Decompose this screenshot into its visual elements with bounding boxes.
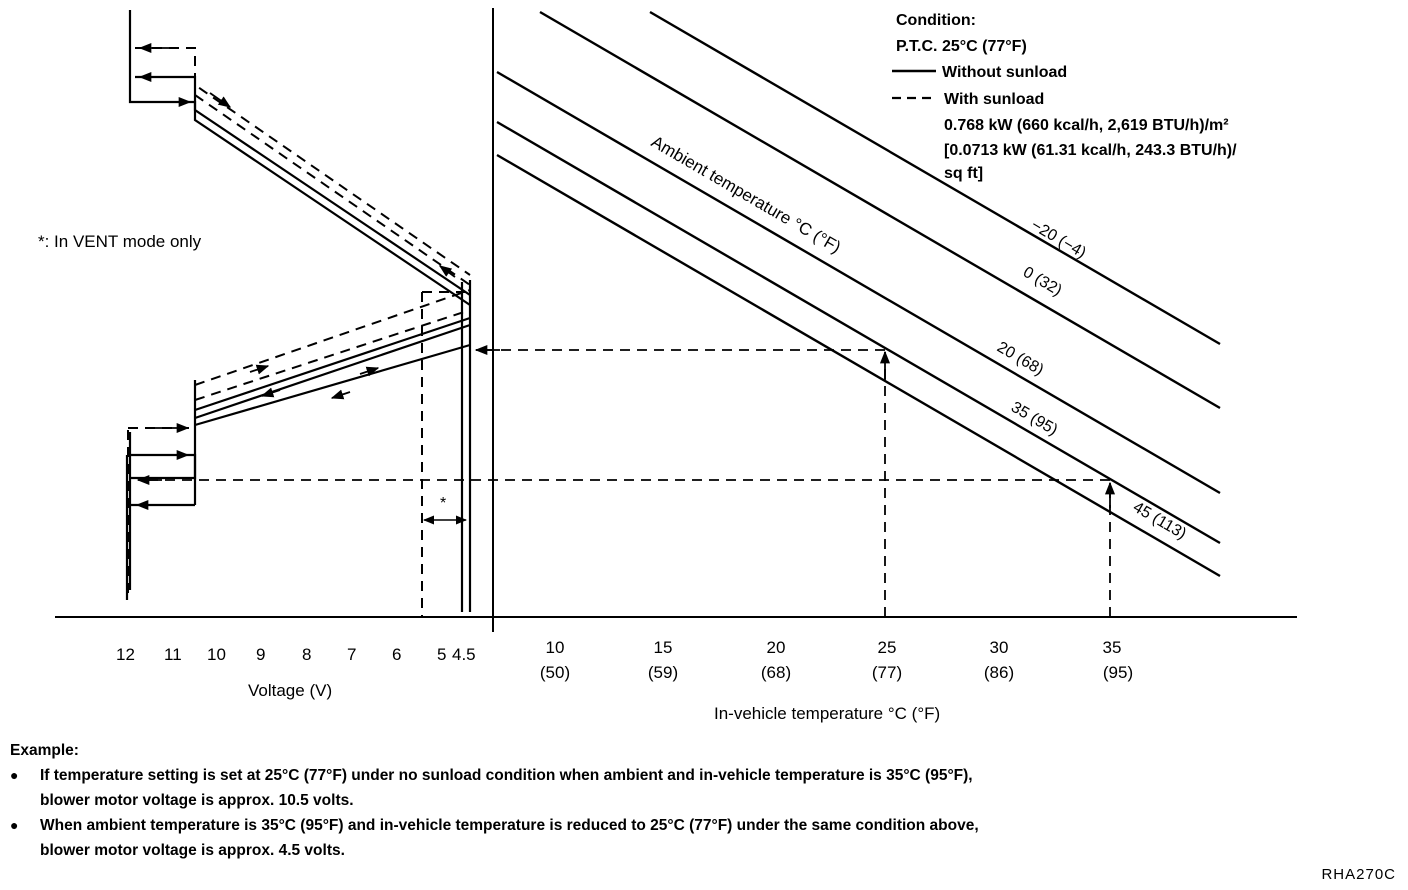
example-leaders — [140, 350, 1110, 617]
example-arrows — [138, 350, 1110, 508]
sunload-line2: [0.0713 kW (61.31 kcal/h, 243.3 BTU/h)/ — [944, 142, 1237, 159]
sunload-line1: 0.768 kW (660 kcal/h, 2,619 BTU/h)/m² — [944, 117, 1229, 134]
legend-solid-label: Without sunload — [942, 64, 1068, 81]
voltage-tick: 8 — [302, 645, 312, 664]
voltage-tick: 6 — [392, 645, 402, 664]
voltage-tick: 7 — [347, 645, 357, 664]
path-arrows — [137, 48, 455, 505]
temp-tick-c: 15 — [653, 638, 673, 657]
temp-tick-f: (59) — [647, 663, 679, 682]
temp-tick-f: (95) — [1102, 663, 1134, 682]
voltage-axis-ticks — [116, 645, 476, 664]
ambient-line-20 — [497, 72, 1220, 493]
reference-code: RHA270C — [1321, 866, 1396, 883]
sunload-line3: sq ft] — [944, 165, 984, 182]
voltage-tick: 10 — [207, 645, 226, 664]
temp-tick-f: (50) — [539, 663, 571, 682]
temp-tick-c: 20 — [766, 638, 786, 657]
example-item-line1: If temperature setting is set at 25°C (77°F) under no sunload condition when ambient and in-vehicle temperature is 35°C (95°F), — [40, 767, 973, 784]
ambient-lines — [497, 12, 1220, 576]
ambient-label: −20 (−4) — [1027, 216, 1089, 262]
example-item-line2: blower motor voltage is approx. 4.5 volts. — [40, 842, 345, 859]
condition-legend — [892, 12, 1237, 182]
temp-tick-c: 10 — [545, 638, 565, 657]
voltage-tick: 5 — [437, 645, 447, 664]
voltage-axis-title: Voltage (V) — [248, 681, 333, 700]
voltage-curves-dashed — [128, 48, 470, 617]
bullet-icon: ● — [10, 767, 19, 783]
legend-dashed-label: With sunload — [944, 91, 1045, 108]
vent-note: *: In VENT mode only — [38, 232, 202, 251]
temp-tick-f: (68) — [760, 663, 792, 682]
ambient-line-45 — [497, 155, 1220, 576]
temp-axis-ticks — [540, 638, 1133, 682]
temp-axis-title: In-vehicle temperature °C (°F) — [714, 704, 941, 723]
voltage-tick: 9 — [256, 645, 266, 664]
example-notes — [10, 738, 1400, 863]
ambient-label: 45 (113) — [1129, 498, 1190, 543]
ambient-line-0 — [540, 12, 1220, 408]
voltage-tick: 12 — [116, 645, 135, 664]
example-heading: Example: — [10, 742, 79, 759]
voltage-tick: 4.5 — [452, 645, 476, 664]
temp-tick-c: 30 — [989, 638, 1009, 657]
example-item — [10, 813, 1400, 863]
bullet-icon: ● — [10, 817, 19, 833]
example-item — [10, 763, 1400, 813]
ambient-label: 20 (68) — [993, 338, 1047, 379]
ambient-line-35 — [497, 122, 1220, 543]
example-item-line2: blower motor voltage is approx. 10.5 volts. — [40, 792, 354, 809]
example-item-line1: When ambient temperature is 35°C (95°F) and in-vehicle temperature is reduced to 25°C (77°F) under the same condition above, — [40, 817, 979, 834]
ambient-title: Ambient temperature °C (°F) — [647, 132, 845, 257]
vent-star: * — [440, 495, 447, 512]
condition-ptc: P.T.C. 25°C (77°F) — [896, 38, 1027, 55]
temp-tick-f: (86) — [983, 663, 1015, 682]
ambient-label: 0 (32) — [1019, 263, 1065, 300]
temp-tick-c: 35 — [1102, 638, 1122, 657]
voltage-curves-solid — [127, 10, 470, 612]
temp-tick-c: 25 — [877, 638, 897, 657]
temp-tick-f: (77) — [871, 663, 903, 682]
ambient-label: 35 (95) — [1007, 398, 1061, 439]
condition-title: Condition: — [896, 12, 976, 29]
voltage-tick: 11 — [164, 645, 182, 664]
